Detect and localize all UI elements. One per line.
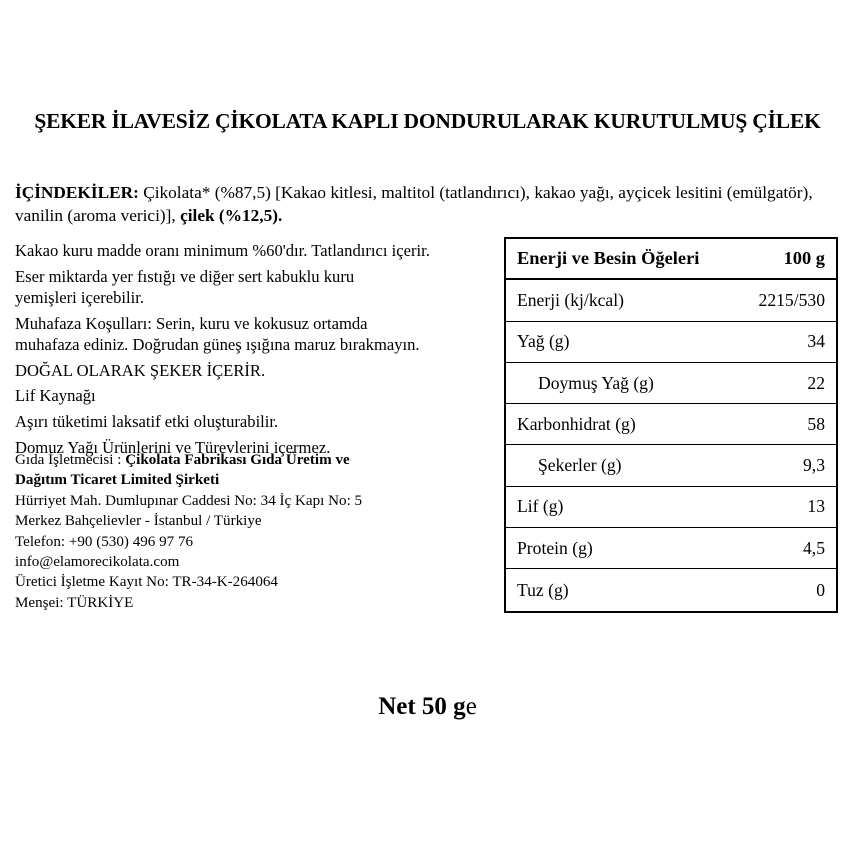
info-line-no-pork-fat: Domuz Yağı Ürünlerini ve Türevlerini içermez. (15, 437, 331, 457)
nutrient-value: 4,5 (803, 537, 825, 558)
nutrient-value: 58 (807, 413, 825, 434)
nutrition-header-serving: 100 g (783, 248, 825, 269)
ingredients-label: İÇİNDEKİLER: (15, 183, 139, 202)
table-row (506, 487, 836, 528)
info-line-fibre-source: Lif Kaynağı (15, 386, 96, 406)
table-row (506, 445, 836, 486)
nutrition-table-header-row (506, 239, 836, 280)
table-row (506, 322, 836, 363)
estimated-sign-icon: e (465, 693, 477, 720)
food-operator-name-line2: Dağıtım Ticaret Limited Şirketi (15, 472, 220, 489)
nutrient-label: Şekerler (g) (538, 455, 622, 476)
nutrition-header-label: Enerji ve Besin Öğeleri (517, 248, 700, 269)
origin-line: Menşei: TÜRKİYE (15, 594, 134, 611)
nutrient-value: 13 (807, 496, 825, 517)
info-line-cocoa-content: Kakao kuru madde oranı minimum %60'dır. Tatlandırıcı içerir. (15, 241, 430, 260)
nutrient-label: Lif (g) (517, 496, 564, 517)
nutrient-value: 22 (807, 372, 825, 393)
food-operator-line (15, 450, 485, 470)
nutrient-value: 0 (816, 579, 825, 600)
page-title: ŞEKER İLAVESİZ ÇİKOLATA KAPLI DONDURULARAK KURUTULMUŞ ÇİLEK (34, 109, 821, 133)
phone-line: Telefon: +90 (530) 496 97 76 (15, 533, 194, 550)
ingredients-emphasis: çilek (%12,5). (180, 205, 283, 225)
info-line-allergen-2: yemişleri içerebilir. (15, 288, 145, 308)
registration-number-line: Üretici İşletme Kayıt No: TR-34-K-264064 (15, 574, 278, 591)
food-operator-label: Gıda İşletmecisi : (15, 452, 126, 468)
net-weight-value: Net 50 g (378, 693, 466, 720)
nutrient-label: Enerji (kj/kcal) (517, 289, 624, 310)
table-row (506, 528, 836, 569)
nutrient-value: 2215/530 (758, 289, 825, 310)
product-info-block (15, 240, 495, 462)
info-line-natural-sugar: DOĞAL OLARAK ŞEKER İÇERİR. (15, 360, 266, 380)
nutrient-label: Karbonhidrat (g) (517, 413, 636, 434)
nutrient-label: Yağ (g) (517, 331, 570, 352)
info-line-storage-2: muhafaza ediniz. Doğrudan güneş ışığına maruz bırakmayın. (15, 335, 420, 355)
food-operator-name-line1: Çikolata Fabrikası Gıda Üretim ve (125, 452, 350, 468)
business-info-block (15, 450, 485, 613)
info-line-storage-1: Muhafaza Koşulları: Serin, kuru ve kokusuz ortamda (15, 313, 368, 333)
table-row (506, 569, 836, 610)
nutrient-label: Doymuş Yağ (g) (538, 372, 654, 393)
nutrient-value: 34 (807, 331, 825, 352)
address-line-1: Hürriyet Mah. Dumlupınar Caddesi No: 34 İç Kapı No: 5 (15, 492, 363, 509)
nutrient-label: Protein (g) (517, 537, 593, 558)
ingredients-paragraph (15, 182, 841, 228)
food-operator-name-line2-wrapper (15, 470, 485, 490)
info-line-laxative-warning: Aşırı tüketimi laksatif etki oluşturabilir. (15, 411, 279, 431)
ingredients-body: Çikolata* (%87,5) [Kakao kitlesi, maltitol (tatlandırıcı), kakao yağı, ayçicek lesitini (emülgatör), vanilin (aroma verici)], (15, 183, 813, 225)
email-line: info@elamorecikolata.com (15, 553, 180, 570)
table-row (506, 280, 836, 321)
info-line-allergen-1: Eser miktarda yer fıstığı ve diğer sert kabuklu kuru (15, 266, 355, 286)
nutrient-label: Tuz (g) (517, 579, 569, 600)
table-row (506, 363, 836, 404)
nutrition-facts-table (504, 237, 838, 613)
nutrient-value: 9,3 (803, 455, 825, 476)
address-line-2: Merkez Bahçelievler - İstanbul / Türkiye (15, 513, 262, 530)
table-row (506, 404, 836, 445)
net-weight-statement (0, 693, 855, 721)
